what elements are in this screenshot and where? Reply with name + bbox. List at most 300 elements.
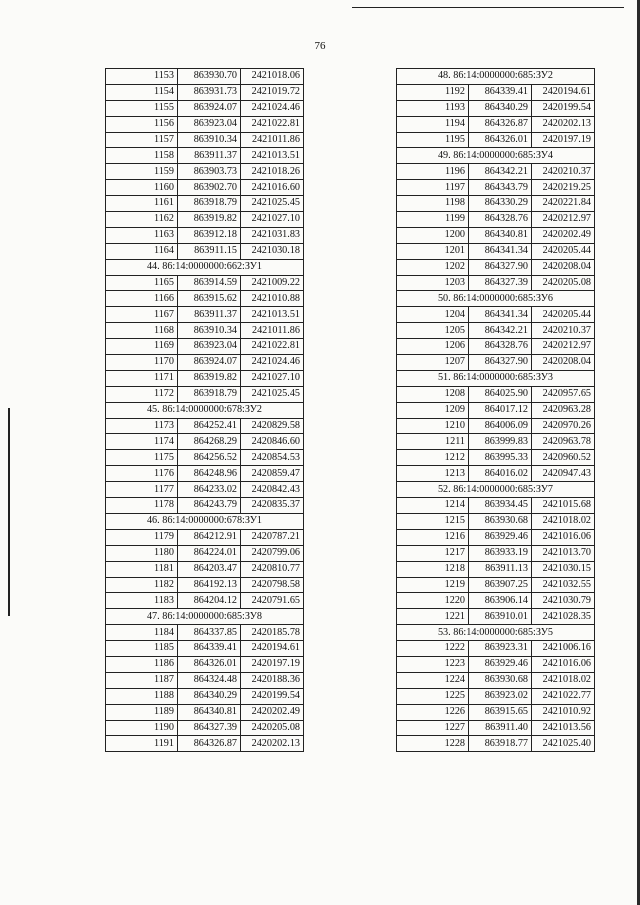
table-row (397, 386, 595, 402)
point-number-cell: 1159 (106, 164, 178, 180)
table-row (106, 339, 304, 355)
table-row (106, 688, 304, 704)
parcel-header-row (106, 402, 304, 418)
table-row (397, 736, 595, 752)
point-number-cell: 1157 (106, 132, 178, 148)
x-coordinate-cell: 863919.82 (178, 370, 241, 386)
table-row (397, 132, 595, 148)
y-coordinate-cell: 2420205.08 (532, 275, 595, 291)
x-coordinate-cell: 863910.34 (178, 323, 241, 339)
x-coordinate-cell: 864341.34 (469, 307, 532, 323)
y-coordinate-cell: 2421013.51 (241, 148, 304, 164)
x-coordinate-cell: 863911.37 (178, 307, 241, 323)
table-row (397, 212, 595, 228)
y-coordinate-cell: 2420194.61 (241, 641, 304, 657)
y-coordinate-cell: 2421027.10 (241, 212, 304, 228)
x-coordinate-cell: 863915.62 (178, 291, 241, 307)
point-number-cell: 1164 (106, 243, 178, 259)
point-number-cell: 1188 (106, 688, 178, 704)
point-number-cell: 1160 (106, 180, 178, 196)
point-number-cell: 1216 (397, 529, 469, 545)
top-rule (352, 7, 624, 8)
parcel-header: 52. 86:14:0000000:685:ЗУ7 (397, 482, 595, 498)
point-number-cell: 1194 (397, 116, 469, 132)
x-coordinate-cell: 864326.01 (178, 656, 241, 672)
x-coordinate-cell: 863929.46 (469, 529, 532, 545)
point-number-cell: 1221 (397, 609, 469, 625)
table-row (397, 641, 595, 657)
x-coordinate-cell: 864342.21 (469, 164, 532, 180)
y-coordinate-cell: 2420842.43 (241, 482, 304, 498)
table-row (106, 482, 304, 498)
point-number-cell: 1161 (106, 196, 178, 212)
point-number-cell: 1169 (106, 339, 178, 355)
x-coordinate-cell: 863912.18 (178, 227, 241, 243)
table-row (106, 355, 304, 371)
point-number-cell: 1177 (106, 482, 178, 498)
y-coordinate-cell: 2420829.58 (241, 418, 304, 434)
table-row (106, 418, 304, 434)
y-coordinate-cell: 2420854.53 (241, 450, 304, 466)
table-row (397, 434, 595, 450)
y-coordinate-cell: 2421013.56 (532, 720, 595, 736)
y-coordinate-cell: 2421025.45 (241, 386, 304, 402)
x-coordinate-cell: 863919.82 (178, 212, 241, 228)
y-coordinate-cell: 2420219.25 (532, 180, 595, 196)
point-number-cell: 1153 (106, 69, 178, 85)
point-number-cell: 1173 (106, 418, 178, 434)
point-number-cell: 1186 (106, 656, 178, 672)
table-row (106, 180, 304, 196)
point-number-cell: 1228 (397, 736, 469, 752)
y-coordinate-cell: 2421032.55 (532, 577, 595, 593)
point-number-cell: 1213 (397, 466, 469, 482)
x-coordinate-cell: 863911.15 (178, 243, 241, 259)
table-row (106, 323, 304, 339)
x-coordinate-cell: 864233.02 (178, 482, 241, 498)
table-row (106, 736, 304, 752)
x-coordinate-cell: 864243.79 (178, 498, 241, 514)
x-coordinate-cell: 863923.02 (469, 688, 532, 704)
coordinate-table-right (396, 68, 595, 752)
table-row (397, 100, 595, 116)
y-coordinate-cell: 2421016.06 (532, 529, 595, 545)
x-coordinate-cell: 863915.65 (469, 704, 532, 720)
y-coordinate-cell: 2421030.15 (532, 561, 595, 577)
x-coordinate-cell: 864324.48 (178, 672, 241, 688)
table-row (106, 625, 304, 641)
y-coordinate-cell: 2421015.68 (532, 498, 595, 514)
y-coordinate-cell: 2421010.88 (241, 291, 304, 307)
y-coordinate-cell: 2420194.61 (532, 84, 595, 100)
point-number-cell: 1154 (106, 84, 178, 100)
point-number-cell: 1224 (397, 672, 469, 688)
x-coordinate-cell: 864016.02 (469, 466, 532, 482)
table-row (397, 704, 595, 720)
y-coordinate-cell: 2420185.78 (241, 625, 304, 641)
point-number-cell: 1227 (397, 720, 469, 736)
point-number-cell: 1198 (397, 196, 469, 212)
x-coordinate-cell: 864326.01 (469, 132, 532, 148)
y-coordinate-cell: 2420798.58 (241, 577, 304, 593)
x-coordinate-cell: 863930.70 (178, 69, 241, 85)
y-coordinate-cell: 2420970.26 (532, 418, 595, 434)
y-coordinate-cell: 2421016.60 (241, 180, 304, 196)
table-row (106, 370, 304, 386)
point-number-cell: 1172 (106, 386, 178, 402)
point-number-cell: 1201 (397, 243, 469, 259)
table-row (397, 577, 595, 593)
parcel-header: 45. 86:14:0000000:678:ЗУ2 (106, 402, 304, 418)
parcel-header: 46. 86:14:0000000:678:ЗУ1 (106, 513, 304, 529)
y-coordinate-cell: 2420960.52 (532, 450, 595, 466)
parcel-header: 51. 86:14:0000000:685:ЗУ3 (397, 370, 595, 386)
y-coordinate-cell: 2421013.70 (532, 545, 595, 561)
coordinate-table-body (397, 69, 595, 752)
table-row (397, 323, 595, 339)
y-coordinate-cell: 2420188.36 (241, 672, 304, 688)
x-coordinate-cell: 863911.13 (469, 561, 532, 577)
point-number-cell: 1226 (397, 704, 469, 720)
point-number-cell: 1207 (397, 355, 469, 371)
x-coordinate-cell: 863923.04 (178, 116, 241, 132)
y-coordinate-cell: 2420208.04 (532, 355, 595, 371)
y-coordinate-cell: 2420205.08 (241, 720, 304, 736)
table-row (106, 593, 304, 609)
y-coordinate-cell: 2421011.86 (241, 323, 304, 339)
point-number-cell: 1176 (106, 466, 178, 482)
y-coordinate-cell: 2421013.51 (241, 307, 304, 323)
x-coordinate-cell: 864268.29 (178, 434, 241, 450)
x-coordinate-cell: 864017.12 (469, 402, 532, 418)
x-coordinate-cell: 864204.12 (178, 593, 241, 609)
x-coordinate-cell: 864252.41 (178, 418, 241, 434)
coordinate-table-left (105, 68, 304, 752)
y-coordinate-cell: 2421025.45 (241, 196, 304, 212)
point-number-cell: 1200 (397, 227, 469, 243)
y-coordinate-cell: 2421010.92 (532, 704, 595, 720)
table-row (106, 84, 304, 100)
parcel-header-row (397, 625, 595, 641)
x-coordinate-cell: 864224.01 (178, 545, 241, 561)
point-number-cell: 1206 (397, 339, 469, 355)
x-coordinate-cell: 864337.85 (178, 625, 241, 641)
y-coordinate-cell: 2421016.06 (532, 656, 595, 672)
x-coordinate-cell: 863907.25 (469, 577, 532, 593)
y-coordinate-cell: 2420799.06 (241, 545, 304, 561)
y-coordinate-cell: 2420208.04 (532, 259, 595, 275)
point-number-cell: 1165 (106, 275, 178, 291)
y-coordinate-cell: 2421024.46 (241, 100, 304, 116)
table-row (106, 275, 304, 291)
table-row (106, 434, 304, 450)
y-coordinate-cell: 2420199.54 (532, 100, 595, 116)
x-coordinate-cell: 863906.14 (469, 593, 532, 609)
y-coordinate-cell: 2421006.16 (532, 641, 595, 657)
x-coordinate-cell: 863931.73 (178, 84, 241, 100)
coordinate-table-body (106, 69, 304, 752)
point-number-cell: 1215 (397, 513, 469, 529)
table-row (106, 704, 304, 720)
y-coordinate-cell: 2420212.97 (532, 339, 595, 355)
table-row (397, 243, 595, 259)
table-row (106, 656, 304, 672)
x-coordinate-cell: 864343.79 (469, 180, 532, 196)
x-coordinate-cell: 863930.68 (469, 513, 532, 529)
point-number-cell: 1171 (106, 370, 178, 386)
table-row (397, 593, 595, 609)
y-coordinate-cell: 2421028.35 (532, 609, 595, 625)
parcel-header-row (397, 370, 595, 386)
x-coordinate-cell: 863902.70 (178, 180, 241, 196)
x-coordinate-cell: 863910.01 (469, 609, 532, 625)
x-coordinate-cell: 864212.91 (178, 529, 241, 545)
y-coordinate-cell: 2421009.22 (241, 275, 304, 291)
x-coordinate-cell: 863918.77 (469, 736, 532, 752)
x-coordinate-cell: 863914.59 (178, 275, 241, 291)
x-coordinate-cell: 863918.79 (178, 386, 241, 402)
table-row (106, 243, 304, 259)
y-coordinate-cell: 2421019.72 (241, 84, 304, 100)
y-coordinate-cell: 2420197.19 (241, 656, 304, 672)
table-row (397, 513, 595, 529)
point-number-cell: 1183 (106, 593, 178, 609)
parcel-header-row (397, 69, 595, 85)
y-coordinate-cell: 2420963.78 (532, 434, 595, 450)
x-coordinate-cell: 864328.76 (469, 339, 532, 355)
y-coordinate-cell: 2420947.43 (532, 466, 595, 482)
y-coordinate-cell: 2420791.65 (241, 593, 304, 609)
parcel-header: 48. 86:14:0000000:685:ЗУ2 (397, 69, 595, 85)
point-number-cell: 1189 (106, 704, 178, 720)
point-number-cell: 1219 (397, 577, 469, 593)
x-coordinate-cell: 864248.96 (178, 466, 241, 482)
y-coordinate-cell: 2420202.13 (241, 736, 304, 752)
table-row (397, 418, 595, 434)
point-number-cell: 1192 (397, 84, 469, 100)
table-row (397, 529, 595, 545)
table-row (397, 355, 595, 371)
table-row (397, 259, 595, 275)
point-number-cell: 1184 (106, 625, 178, 641)
point-number-cell: 1191 (106, 736, 178, 752)
table-row (397, 84, 595, 100)
table-row (397, 196, 595, 212)
y-coordinate-cell: 2421030.18 (241, 243, 304, 259)
point-number-cell: 1195 (397, 132, 469, 148)
table-row (397, 307, 595, 323)
x-coordinate-cell: 864327.39 (178, 720, 241, 736)
point-number-cell: 1197 (397, 180, 469, 196)
parcel-header-row (106, 513, 304, 529)
x-coordinate-cell: 864006.09 (469, 418, 532, 434)
y-coordinate-cell: 2421027.10 (241, 370, 304, 386)
point-number-cell: 1155 (106, 100, 178, 116)
point-number-cell: 1202 (397, 259, 469, 275)
point-number-cell: 1185 (106, 641, 178, 657)
x-coordinate-cell: 864327.90 (469, 355, 532, 371)
table-row (397, 466, 595, 482)
y-coordinate-cell: 2420210.37 (532, 323, 595, 339)
point-number-cell: 1181 (106, 561, 178, 577)
x-coordinate-cell: 863934.45 (469, 498, 532, 514)
parcel-header: 53. 86:14:0000000:685:ЗУ5 (397, 625, 595, 641)
x-coordinate-cell: 863995.33 (469, 450, 532, 466)
point-number-cell: 1211 (397, 434, 469, 450)
x-coordinate-cell: 863923.04 (178, 339, 241, 355)
table-row (106, 672, 304, 688)
point-number-cell: 1196 (397, 164, 469, 180)
parcel-header: 50. 86:14:0000000:685:ЗУ6 (397, 291, 595, 307)
y-coordinate-cell: 2420957.65 (532, 386, 595, 402)
table-row (106, 291, 304, 307)
point-number-cell: 1209 (397, 402, 469, 418)
y-coordinate-cell: 2421025.40 (532, 736, 595, 752)
table-row (106, 498, 304, 514)
table-row (106, 100, 304, 116)
parcel-header-row (397, 291, 595, 307)
table-row (106, 212, 304, 228)
point-number-cell: 1163 (106, 227, 178, 243)
point-number-cell: 1223 (397, 656, 469, 672)
x-coordinate-cell: 863903.73 (178, 164, 241, 180)
parcel-header: 47. 86:14:0000000:685:ЗУ8 (106, 609, 304, 625)
y-coordinate-cell: 2420212.97 (532, 212, 595, 228)
y-coordinate-cell: 2420787.21 (241, 529, 304, 545)
x-coordinate-cell: 864326.87 (178, 736, 241, 752)
y-coordinate-cell: 2420810.77 (241, 561, 304, 577)
table-row (106, 529, 304, 545)
point-number-cell: 1180 (106, 545, 178, 561)
x-coordinate-cell: 863930.68 (469, 672, 532, 688)
y-coordinate-cell: 2421018.02 (532, 672, 595, 688)
point-number-cell: 1175 (106, 450, 178, 466)
parcel-header-row (397, 482, 595, 498)
table-row (397, 561, 595, 577)
y-coordinate-cell: 2421022.81 (241, 116, 304, 132)
parcel-header-row (106, 259, 304, 275)
point-number-cell: 1166 (106, 291, 178, 307)
table-row (106, 641, 304, 657)
table-row (106, 386, 304, 402)
point-number-cell: 1193 (397, 100, 469, 116)
table-row (397, 339, 595, 355)
point-number-cell: 1187 (106, 672, 178, 688)
x-coordinate-cell: 863999.83 (469, 434, 532, 450)
point-number-cell: 1179 (106, 529, 178, 545)
table-row (106, 545, 304, 561)
point-number-cell: 1156 (106, 116, 178, 132)
x-coordinate-cell: 863923.31 (469, 641, 532, 657)
point-number-cell: 1158 (106, 148, 178, 164)
table-row (397, 275, 595, 291)
table-row (106, 466, 304, 482)
table-row (106, 148, 304, 164)
y-coordinate-cell: 2420859.47 (241, 466, 304, 482)
table-row (106, 196, 304, 212)
parcel-header-row (397, 148, 595, 164)
y-coordinate-cell: 2421018.26 (241, 164, 304, 180)
table-row (106, 69, 304, 85)
y-coordinate-cell: 2421018.06 (241, 69, 304, 85)
x-coordinate-cell: 864340.81 (469, 227, 532, 243)
table-row (397, 227, 595, 243)
table-row (397, 720, 595, 736)
point-number-cell: 1178 (106, 498, 178, 514)
table-row (397, 545, 595, 561)
y-coordinate-cell: 2421022.77 (532, 688, 595, 704)
y-coordinate-cell: 2420963.28 (532, 402, 595, 418)
table-row (397, 450, 595, 466)
y-coordinate-cell: 2420205.44 (532, 243, 595, 259)
table-row (397, 498, 595, 514)
table-row (397, 672, 595, 688)
x-coordinate-cell: 863924.07 (178, 355, 241, 371)
y-coordinate-cell: 2420221.84 (532, 196, 595, 212)
y-coordinate-cell: 2420202.49 (532, 227, 595, 243)
table-row (106, 164, 304, 180)
table-row (106, 116, 304, 132)
table-row (397, 402, 595, 418)
point-number-cell: 1205 (397, 323, 469, 339)
table-row (397, 180, 595, 196)
table-row (106, 561, 304, 577)
x-coordinate-cell: 863929.46 (469, 656, 532, 672)
x-coordinate-cell: 864328.76 (469, 212, 532, 228)
y-coordinate-cell: 2420205.44 (532, 307, 595, 323)
y-coordinate-cell: 2421024.46 (241, 355, 304, 371)
table-row (106, 577, 304, 593)
x-coordinate-cell: 864340.29 (469, 100, 532, 116)
table-row (106, 450, 304, 466)
parcel-header-row (106, 609, 304, 625)
x-coordinate-cell: 864326.87 (469, 116, 532, 132)
y-coordinate-cell: 2421011.86 (241, 132, 304, 148)
point-number-cell: 1190 (106, 720, 178, 736)
x-coordinate-cell: 863911.40 (469, 720, 532, 736)
point-number-cell: 1199 (397, 212, 469, 228)
page-number: 76 (314, 40, 326, 52)
table-row (397, 656, 595, 672)
table-row (106, 307, 304, 323)
x-coordinate-cell: 863911.37 (178, 148, 241, 164)
point-number-cell: 1212 (397, 450, 469, 466)
x-coordinate-cell: 864340.29 (178, 688, 241, 704)
margin-mark (8, 408, 10, 616)
x-coordinate-cell: 864203.47 (178, 561, 241, 577)
x-coordinate-cell: 864192.13 (178, 577, 241, 593)
point-number-cell: 1218 (397, 561, 469, 577)
x-coordinate-cell: 864327.90 (469, 259, 532, 275)
point-number-cell: 1214 (397, 498, 469, 514)
x-coordinate-cell: 864256.52 (178, 450, 241, 466)
table-row (397, 116, 595, 132)
x-coordinate-cell: 864327.39 (469, 275, 532, 291)
parcel-header: 44. 86:14:0000000:662:ЗУ1 (106, 259, 304, 275)
y-coordinate-cell: 2421031.83 (241, 227, 304, 243)
table-row (397, 688, 595, 704)
x-coordinate-cell: 863924.07 (178, 100, 241, 116)
x-coordinate-cell: 864025.90 (469, 386, 532, 402)
point-number-cell: 1162 (106, 212, 178, 228)
point-number-cell: 1220 (397, 593, 469, 609)
y-coordinate-cell: 2420197.19 (532, 132, 595, 148)
point-number-cell: 1210 (397, 418, 469, 434)
y-coordinate-cell: 2420835.37 (241, 498, 304, 514)
table-row (106, 132, 304, 148)
x-coordinate-cell: 863918.79 (178, 196, 241, 212)
y-coordinate-cell: 2421022.81 (241, 339, 304, 355)
